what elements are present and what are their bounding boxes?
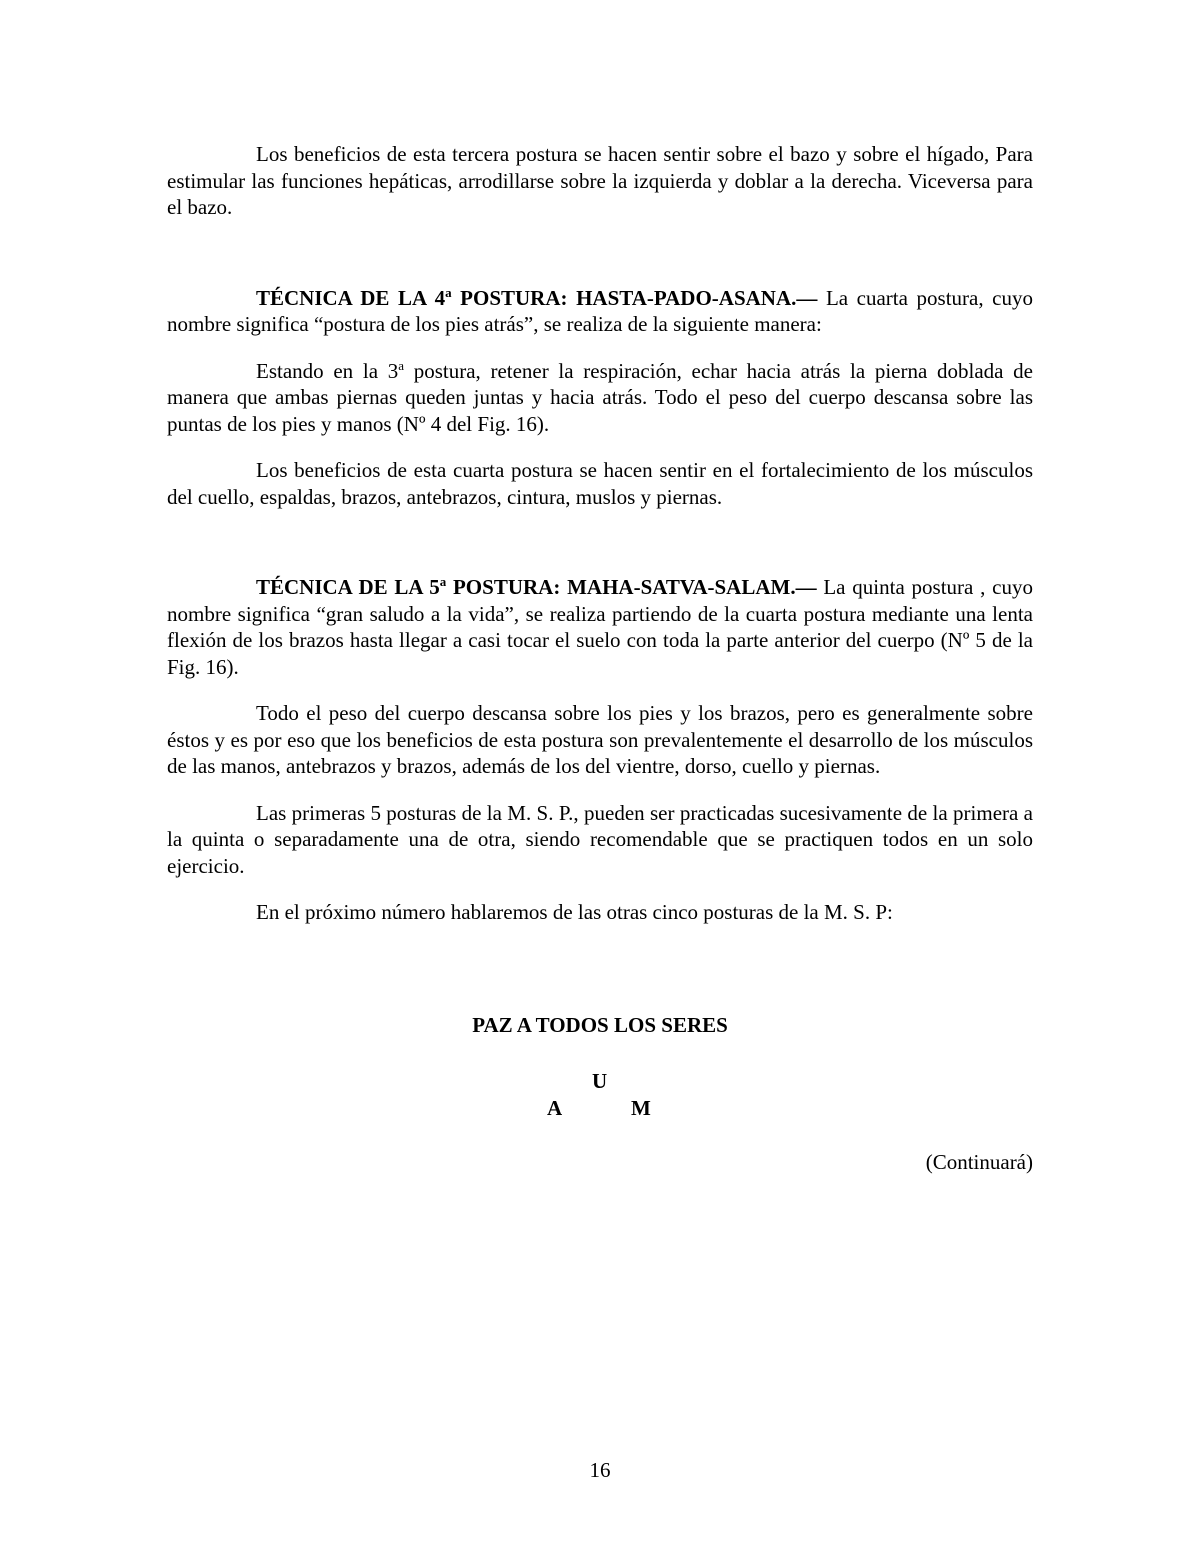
paragraph-third-posture-benefits: Los beneficios de esta tercera postura se hacen sentir sobre el bazo y sobre el hígado, Para estimular las funciones hepáticas, arrodillarse sobre la izquierda y doblar a la derecha. Viceversa para el bazo. xyxy=(167,142,1033,219)
document-body xyxy=(167,141,1033,926)
aum-letter-u: U xyxy=(592,1069,608,1093)
paragraph-fifth-posture-technique xyxy=(167,574,1033,680)
aum-letter-m: M xyxy=(631,1096,651,1120)
fifth-posture-text: La quinta postura , cuyo nombre significa “gran saludo a la vida”, se realiza partiendo de la cuarta postura mediante una lenta flexión de los brazos hasta llegar a casi tocar el suelo con toda la parte anterior del cuerpo (Nº 5 de la Fig. 16). xyxy=(167,575,1033,679)
heading-fourth-posture xyxy=(256,286,817,310)
paragraph-fourth-posture-steps xyxy=(167,358,1033,438)
heading-fourth-post: POSTURA: HASTA-PADO-ASANA.— xyxy=(451,285,818,310)
aum-letter-a: A xyxy=(547,1096,563,1120)
p3-pre: Estando en la 3 xyxy=(256,358,399,383)
paragraph-fifth-posture-benefits: Todo el peso del cuerpo descansa sobre los pies y los brazos, pero es generalmente sobre éstos y es por eso que los beneficios de esta postura son prevalentemente el desarrollo de los músculos de las manos, antebrazos y brazos, además de los del vientre, dorso, cuello y piernas. xyxy=(167,701,1033,778)
heading-fifth-posture xyxy=(256,575,817,599)
paragraph-fourth-posture-technique xyxy=(167,285,1033,338)
fourth-posture-text: La cuarta postura, cuyo nombre significa “postura de los pies atrás”, se realiza de la siguiente manera: xyxy=(167,285,1033,336)
p3-sup: a xyxy=(398,357,404,373)
heading-fourth-pre: TÉCNICA DE LA 4 xyxy=(256,285,446,310)
continued-note: (Continuará) xyxy=(925,1150,1033,1174)
paragraph-fourth-posture-benefits: Los beneficios de esta cuarta postura se hacen sentir en el fortalecimiento de los músculos del cuello, espaldas, brazos, antebrazos, cintura, muslos y piernas. xyxy=(167,458,1033,509)
closing-title: PAZ A TODOS LOS SERES xyxy=(472,1013,728,1037)
heading-fourth-sup: a xyxy=(445,284,452,300)
paragraph-first-five-postures: Las primeras 5 posturas de la M. S. P., pueden ser practicadas sucesivamente de la primera a la quinta o separadamente una de otra, siendo recomendable que se practiquen todos en un solo ejercicio. xyxy=(167,800,1033,878)
heading-fifth-pre: TÉCNICA DE LA 5 xyxy=(256,575,440,599)
p3-post: postura, retener la respiración, echar hacia atrás la pierna doblada de manera que ambas piernas queden juntas y hacia atrás. Todo el peso del cuerpo descansa sobre las puntas de los pies y manos (Nº 4 del Fig. 16). xyxy=(167,358,1033,436)
paragraph-next-issue: En el próximo número hablaremos de las otras cinco posturas de la M. S. P: xyxy=(256,900,893,924)
heading-fifth-sup: a xyxy=(439,574,447,589)
heading-fifth-post: POSTURA: MAHA-SATVA-SALAM.— xyxy=(446,575,817,599)
page-number: 16 xyxy=(589,1458,611,1482)
